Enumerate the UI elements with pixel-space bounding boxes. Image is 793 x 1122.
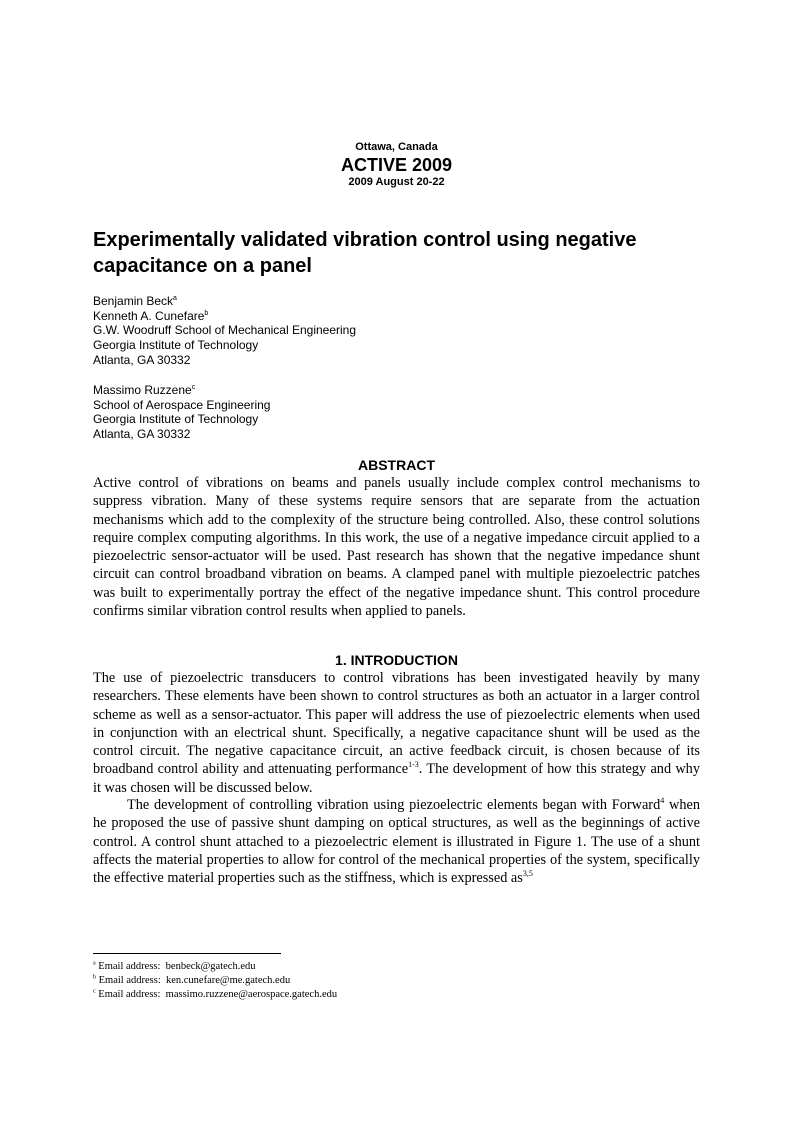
introduction-paragraph: The use of piezoelectric transducers to control vibrations has been investigated heavily by many researchers. These elements have been shown to control structures as both an actuator in a larger control scheme as well as a sensor-actuator. This paper will address the use of piezoelectric elements when used in conjunction with an electrical shunt. Specifically, a negative capacitance shunt will be used as the control circuit. The negative capacitance circuit, an active feedback circuit, is chosen because of its broadband control ability and attenuating performance$^{1-3}$. The development of how this strategy and why it was chosen will be discussed below. xyxy=(93,670,700,796)
footnotes xyxy=(93,960,337,1002)
affiliation-block xyxy=(93,294,356,368)
citation-ref: 4 xyxy=(660,796,665,806)
footnote: $^b$ Email address: ken.cunefare@me.gatech.edu xyxy=(93,974,291,986)
author-name: Benjamin Beck$^a$ xyxy=(93,294,177,308)
author-name: Massimo Ruzzene$^c$ xyxy=(93,383,196,397)
affiliation-line: Atlanta, GA 30332 xyxy=(93,352,191,367)
affiliation-line: Atlanta, GA 30332 xyxy=(93,427,191,442)
abstract-heading: ABSTRACT xyxy=(358,457,435,473)
email-address: massimo.ruzzene@aerospace.gatech.edu xyxy=(165,989,338,1000)
email-address: benbeck@gatech.edu xyxy=(165,961,256,972)
author-name: Kenneth A. Cunefare$^b$ xyxy=(93,308,209,323)
introduction-paragraph: The development of controlling vibration using piezoelectric elements began with Forward$^4$ when he proposed the use of passive shunt damping on optical structures, as well as the beginnings of active control. A control shunt attached to a piezoelectric element is illustrated in Figure 1. The use of a shunt affects the material properties to allow for control of the mechanical properties of the system, specifically the effective material properties such as the stiffness, which is expressed as$^{3,5}$ xyxy=(93,796,700,887)
footnote: $^a$ Email address: benbeck@gatech.edu xyxy=(93,960,256,972)
citation-ref: 1-3 xyxy=(408,760,419,770)
footnote-mark: c xyxy=(191,384,196,391)
introduction-heading: 1. INTRODUCTION xyxy=(335,652,458,668)
footnote-mark: b xyxy=(204,309,209,317)
footnote-mark: a xyxy=(173,295,177,302)
affiliation-block xyxy=(93,383,270,442)
paper-title: Experimentally validated vibration control using negative capacitance on a panel xyxy=(93,229,637,277)
conference-location: Ottawa, Canada xyxy=(355,141,438,153)
affiliation-line: Georgia Institute of Technology xyxy=(93,338,259,353)
conference-name: ACTIVE 2009 xyxy=(340,155,453,175)
footnote-divider xyxy=(93,953,281,954)
conference-header xyxy=(0,140,793,190)
footnote: $^c$ Email address: massimo.ruzzene@aerospace.gatech.edu xyxy=(93,988,338,1000)
affiliation-line: Georgia Institute of Technology xyxy=(93,412,259,427)
conference-dates: 2009 August 20-22 xyxy=(348,176,445,188)
affiliation-line: School of Aerospace Engineering xyxy=(93,397,271,412)
affiliation-line: G.W. Woodruff School of Mechanical Engineering xyxy=(93,323,357,338)
citation-ref: 3,5 xyxy=(522,869,533,879)
email-address: ken.cunefare@me.gatech.edu xyxy=(165,975,291,986)
abstract-text: Active control of vibrations on beams and panels usually include complex control mechanisms to suppress vibration. Many of these systems require sensors that are separate from the actuation mechanisms which add to the complexity of the structure being controlled. Also, these control solutions require complex computing algorithms. In this work, the use of a negative impedance circuit applied to a piezoelectric sensor-actuator will be used. Past research has shown that the negative impedance shunt circuit can control broadband vibration on beams. A clamped panel with multiple piezoelectric patches was built to experimentally portray the effect of the negative impedance shunt. This control procedure confirms similar vibration control results when applied to panels. xyxy=(93,475,700,620)
